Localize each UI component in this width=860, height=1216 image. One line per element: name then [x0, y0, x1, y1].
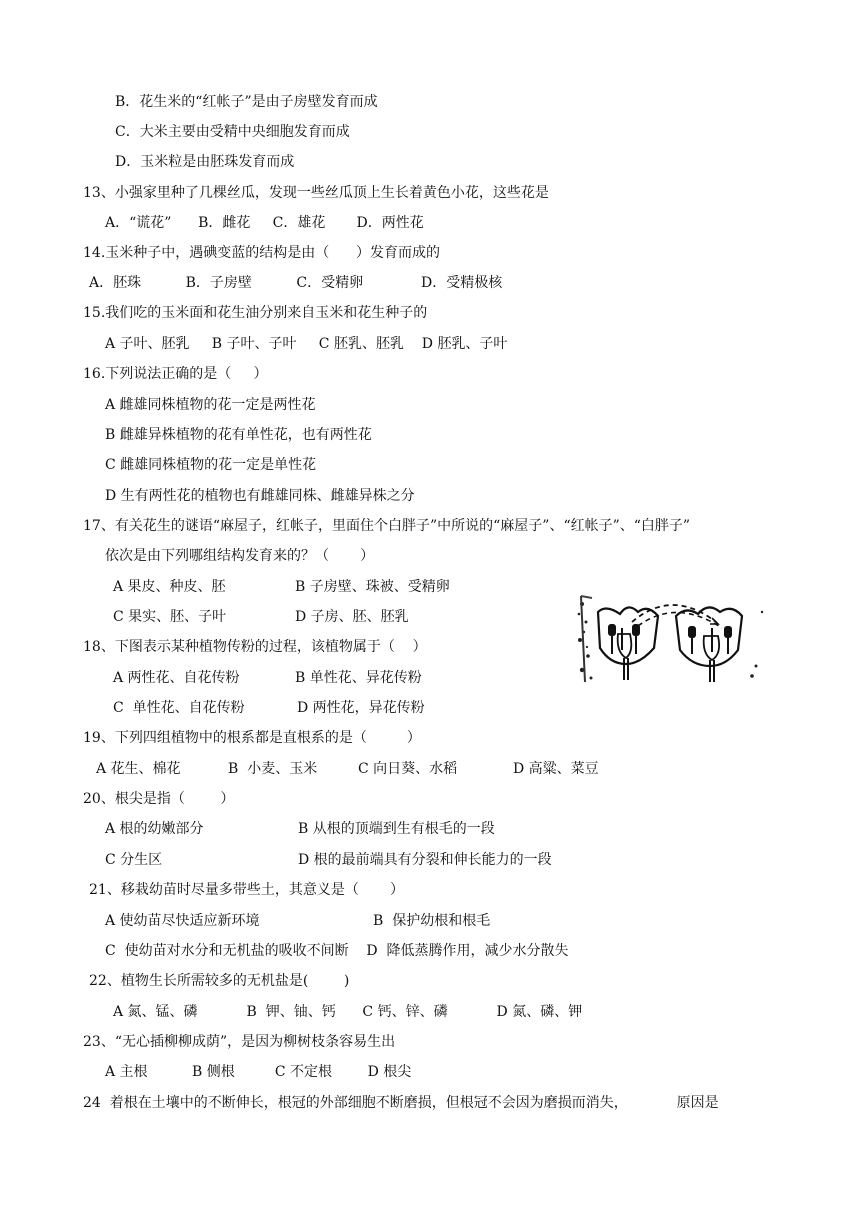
question-17: 17、有关花生的谜语“麻屋子，红帐子，里面住个白胖子”中所说的“麻屋子”、“红帐子”、“白胖子” [83, 518, 691, 534]
options-22: A 氮、锰、磷 B 钾、铀、钙 C 钙、锌、磷 D 氮、磷、钾 [113, 1004, 583, 1020]
option-18b: B 单性花、异花传粉 [295, 670, 422, 686]
question-19: 19、下列四组植物中的根系都是直根系的是（ ） [83, 730, 421, 746]
option-18a: A 两性花、自花传粉 [113, 670, 240, 686]
options-14: A．胚珠 B．子房壁 C．受精卵 D．受精极核 [89, 275, 503, 291]
option-20d: D 根的最前端具有分裂和伸长能力的一段 [298, 852, 552, 868]
question-22: 22、植物生长所需较多的无机盐是( ) [89, 973, 350, 989]
question-16: 16.下列说法正确的是（ ） [83, 366, 268, 382]
question-23: 23、“无心插柳柳成荫”，是因为柳树枝条容易生出 [83, 1034, 396, 1050]
question-15: 15.我们吃的玉米面和花生油分别来自玉米和花生种子的 [83, 305, 428, 321]
options-13: A．“谎花” B．雌花 C．雄花 D．两性花 [105, 215, 424, 231]
question-14: 14.玉米种子中，遇碘变蓝的结构是由（ ）发育而成的 [83, 245, 440, 261]
option-16b: B 雌雄异株植物的花有单性花，也有两性花 [105, 427, 372, 443]
option-17a: A 果皮、种皮、胚 [113, 579, 226, 595]
option-19a: A 花生、棉花 [96, 761, 181, 777]
option-20c: C 分生区 [105, 852, 163, 868]
option-18d: D 两性花，异花传粉 [297, 700, 425, 716]
question-24: 24 着根在土壤中的不断伸长，根冠的外部细胞不断磨损，但根冠不会因为磨损而消失， 原因是 [83, 1095, 719, 1111]
option-19d: D 高粱、菜豆 [513, 761, 599, 777]
options-15: A 子叶、胚乳 B 子叶、子叶 C 胚乳、胚乳 D 胚乳、子叶 [105, 336, 508, 352]
question-21: 21、移栽幼苗时尽量多带些土，其意义是（ ） [89, 882, 404, 898]
option-12b: B．花生米的“红帐子”是由子房壁发育而成 [115, 94, 378, 110]
option-12c: C．大米主要由受精中央细胞发育而成 [115, 124, 350, 140]
question-17-cont: 依次是由下列哪组结构发育来的？（ ） [105, 548, 375, 564]
option-16a: A 雌雄同株植物的花一定是两性花 [105, 397, 316, 413]
option-19c: C 向日葵、水稻 [358, 761, 458, 777]
pollination-figure [576, 592, 768, 684]
option-17b: B 子房壁、珠被、受精卵 [295, 579, 450, 595]
question-20: 20、根尖是指（ ） [83, 791, 235, 807]
option-20a: A 根的幼嫩部分 [105, 821, 204, 837]
option-19b: B 小麦、玉米 [228, 761, 318, 777]
question-13: 13、小强家里种了几棵丝瓜，发现一些丝瓜顶上生长着黄色小花，这些花是 [83, 185, 549, 201]
option-17d: D 子房、胚、胚乳 [295, 609, 409, 625]
options-23: A 主根 B 侧根 C 不定根 D 根尖 [105, 1064, 412, 1080]
option-20b: B 从根的顶端到生有根毛的一段 [298, 821, 495, 837]
option-12d: D．玉米粒是由胚珠发育而成 [115, 154, 295, 170]
option-17c: C 果实、胚、子叶 [113, 609, 227, 625]
option-21a: A 使幼苗尽快适应新环境 [105, 913, 260, 929]
options-21cd: C 使幼苗对水分和无机盐的吸收不间断 D 降低蒸腾作用，减少水分散失 [105, 943, 569, 959]
option-16d: D 生有两性花的植物也有雌雄同株、雌雄异株之分 [105, 488, 415, 504]
question-18: 18、下图表示某种植物传粉的过程，该植物属于（ ） [83, 639, 427, 655]
option-18c: C 单性花、自花传粉 [113, 700, 245, 716]
option-16c: C 雌雄同株植物的花一定是单性花 [105, 457, 317, 473]
option-21b: B 保护幼根和根毛 [373, 913, 491, 929]
